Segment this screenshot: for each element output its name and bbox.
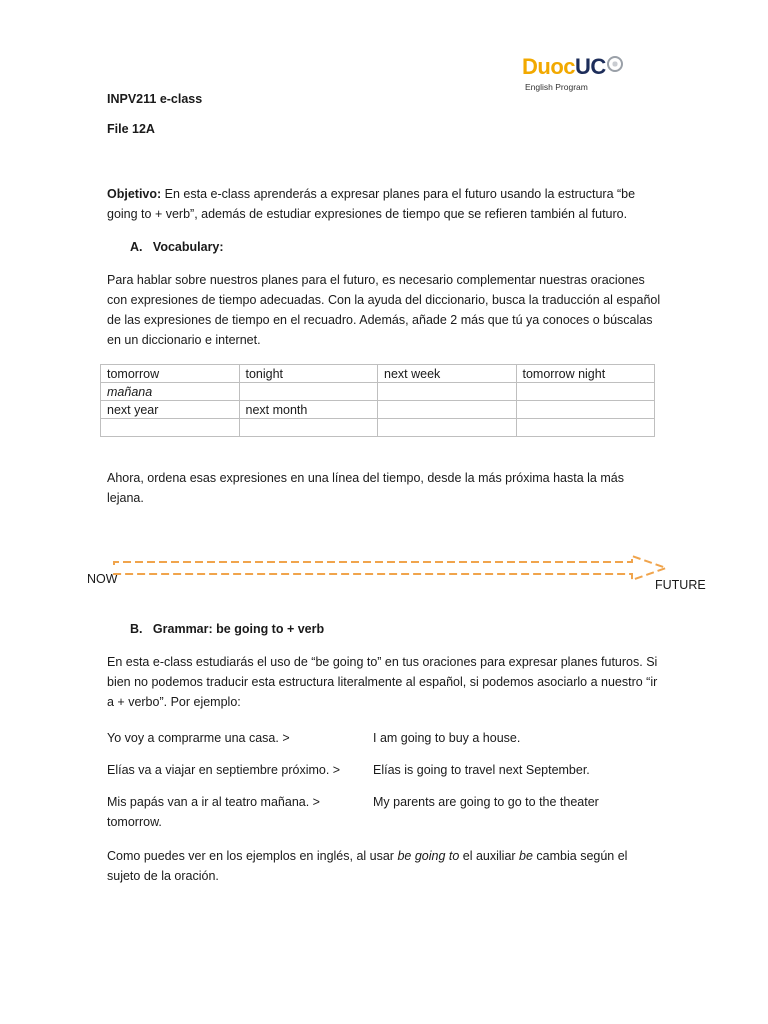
university-seal-icon	[607, 56, 623, 72]
table-row	[101, 419, 655, 437]
example-spanish-1: Yo voy a comprarme una casa. >	[107, 731, 290, 745]
example-spanish-3: Mis papás van a ir al teatro mañana. >	[107, 795, 320, 809]
grammar-closing: Como puedes ver en los ejemplos en inglés, al usar be going to el auxiliar be cambia según el sujeto de la oración.	[107, 849, 628, 883]
course-code: INPV211 e-class	[107, 92, 203, 106]
table-cell	[378, 401, 517, 419]
table-cell	[516, 419, 655, 437]
timeline-instructions: Ahora, ordena esas expresiones en una línea del tiempo, desde la más próxima hasta la más lejana.	[107, 471, 624, 505]
timeline-end-label: FUTURE	[655, 578, 706, 592]
section-a-heading: A. Vocabulary:	[130, 240, 224, 254]
logo-wordmark: DuocUC	[522, 54, 647, 80]
duoc-uc-logo	[522, 54, 647, 106]
table-cell: tomorrow	[101, 365, 240, 383]
table-cell: mañana	[101, 383, 240, 401]
table-cell	[101, 419, 240, 437]
table-row	[101, 383, 655, 401]
example-english-3: My parents are going to go to the theater	[373, 795, 599, 809]
file-number: File 12A	[107, 122, 155, 136]
example-english-2: Elías is going to travel next September.	[373, 763, 590, 777]
table-cell: next month	[239, 401, 378, 419]
section-b-heading: B. Grammar: be going to + verb	[130, 622, 325, 636]
vocabulary-table	[100, 364, 655, 437]
objective-text: En esta e-class aprenderás a expresar planes para el futuro usando la estructura “be going to + verb”, además de estudiar expresiones de tiempo que se refieren también al futuro.	[107, 187, 636, 221]
grammar-intro: En esta e-class estudiarás el uso de “be going to” en tus oraciones para expresar planes futuros. Si bien no podemos traducir esta estructura literalmente al español, si podemos asociarlo a nuestro “ir a + verbo”. Por ejemplo:	[107, 655, 658, 709]
example-english-1: I am going to buy a house.	[373, 731, 521, 745]
vocabulary-intro: Para hablar sobre nuestros planes para el futuro, es necesario complementar nuestras oraciones con expresiones de tiempo adecuadas. Con la ayuda del diccionario, busca la traducción al español de las expresiones de tiempo en el recuadro. Además, añade 2 más que tú ya conoces o búscalas en un diccionario e internet.	[107, 273, 661, 347]
table-cell	[239, 419, 378, 437]
table-cell: next week	[378, 365, 517, 383]
table-cell	[516, 401, 655, 419]
timeline-start-label: NOW	[87, 572, 118, 586]
table-cell	[239, 383, 378, 401]
table-row	[101, 365, 655, 383]
table-cell	[516, 383, 655, 401]
table-cell: next year	[101, 401, 240, 419]
objective-paragraph	[107, 184, 662, 224]
timeline-arrow	[100, 553, 670, 585]
example-spanish-2: Elías va a viajar en septiembre próximo. >	[107, 763, 341, 777]
logo-subtitle: English Program	[525, 82, 588, 92]
example-english-3-continuation: tomorrow.	[107, 815, 162, 829]
table-cell: tomorrow night	[516, 365, 655, 383]
table-row	[101, 401, 655, 419]
table-cell: tonight	[239, 365, 378, 383]
timeline-arrow-outline	[114, 556, 666, 580]
table-cell	[378, 419, 517, 437]
table-cell	[378, 383, 517, 401]
objective-label: Objetivo:	[107, 187, 162, 201]
